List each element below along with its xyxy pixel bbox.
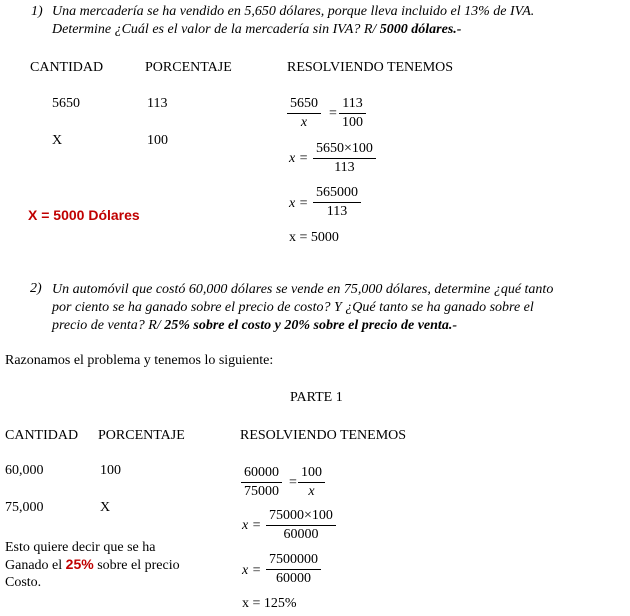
part1-row2-cantidad: 75,000 xyxy=(5,500,44,515)
problem2-line3 xyxy=(52,317,457,334)
part1-eq2-fraction xyxy=(266,508,336,543)
problem1-line1: Una mercadería se ha vendido en 5,650 dólares, porque lleva incluido el 13% de IVA. xyxy=(52,4,535,19)
p1-row2-porcentaje: 100 xyxy=(147,133,168,148)
part1-row2-porcentaje: X xyxy=(100,500,111,515)
problem1-line2 xyxy=(52,22,461,38)
part1-eq1-num-left: 60000 xyxy=(241,465,282,483)
part1-eq1-den-left: 75000 xyxy=(244,484,279,499)
part1-eq1-left-fraction xyxy=(241,465,282,500)
problem1-answer: 5000 dólares.- xyxy=(379,22,462,37)
part1-eq2-lhs: x = xyxy=(242,518,262,533)
part1-row1-porcentaje: 100 xyxy=(100,463,121,478)
p1-eq2-den: 113 xyxy=(334,160,355,175)
p1-eq3-den: 113 xyxy=(326,204,348,219)
part1-eq4: x = 125% xyxy=(242,596,297,611)
p1-eq1-left-fraction xyxy=(287,96,321,131)
part1-note-line1: Esto quiere decir que se ha xyxy=(5,540,156,555)
part1-eq1-right-fraction xyxy=(298,465,325,500)
p1-eq1-equals: = xyxy=(329,106,337,121)
part1-eq2-num: 75000×100 xyxy=(266,508,336,526)
part1-header-cantidad: CANTIDAD xyxy=(5,428,79,443)
part1-eq2-den: 60000 xyxy=(283,527,319,542)
p1-result: X = 5000 Dólares xyxy=(28,207,140,223)
problem1-number: 1) xyxy=(31,4,43,19)
problem1-question: Determine ¿Cuál es el valor de la mercadería sin IVA? R/ xyxy=(52,22,380,37)
part1-header-resolviendo: RESOLVIENDO TENEMOS xyxy=(240,428,407,443)
part1-note-line2 xyxy=(5,556,180,574)
problem2-question: precio de venta? R/ xyxy=(52,318,165,333)
part1-eq3-den: 60000 xyxy=(276,571,311,586)
problem2-line2: por ciento se ha ganado sobre el precio de costo? Y ¿Qué tanto se ha ganado sobre el xyxy=(52,300,534,315)
part1-title: PARTE 1 xyxy=(290,390,343,405)
part1-header-porcentaje: PORCENTAJE xyxy=(98,428,185,443)
p1-eq2-fraction xyxy=(313,141,376,176)
part1-row1-cantidad: 60,000 xyxy=(5,463,44,478)
part1-eq3-num: 7500000 xyxy=(266,552,321,570)
problem2-number: 2) xyxy=(30,281,42,296)
p1-header-cantidad: CANTIDAD xyxy=(30,60,104,75)
part1-eq3-fraction xyxy=(266,552,321,587)
p1-eq3-lhs: x = xyxy=(289,196,309,211)
p1-header-resolviendo: RESOLVIENDO TENEMOS xyxy=(287,60,454,75)
part1-note-suffix: sobre el precio xyxy=(93,558,180,573)
p1-eq1-right-fraction xyxy=(339,96,366,131)
part1-eq1-equals: = xyxy=(289,475,297,490)
part1-eq3-lhs: x = xyxy=(242,563,262,578)
p1-eq1-num-left: 5650 xyxy=(287,96,321,114)
part1-note-line3: Costo. xyxy=(5,575,42,590)
p1-eq1-den-right: 100 xyxy=(342,115,363,130)
p1-eq1-den-left: x xyxy=(300,115,308,130)
problem2-line1: Un automóvil que costó 60,000 dólares se vende en 75,000 dólares, determine ¿qué tanto xyxy=(52,282,554,297)
part1-eq1-den-right: x xyxy=(308,484,315,499)
p1-eq2-num: 5650×100 xyxy=(313,141,376,159)
part1-note-highlight: 25% xyxy=(65,556,94,572)
p1-row2-cantidad: X xyxy=(52,133,63,148)
p1-eq1-num-right: 113 xyxy=(339,96,365,114)
part1-eq1-num-right: 100 xyxy=(298,465,325,483)
part1-note-prefix: Ganado el xyxy=(5,558,66,573)
p1-row1-porcentaje: 113 xyxy=(147,96,168,111)
p1-eq3-num: 565000 xyxy=(313,185,361,203)
problem2-answer: 25% sobre el costo y 20% sobre el precio de venta.- xyxy=(164,318,457,333)
p1-row1-cantidad: 5650 xyxy=(52,96,80,111)
p1-eq2-lhs: x = xyxy=(289,151,309,166)
p1-eq3-fraction xyxy=(313,185,361,220)
reasoning-text: Razonamos el problema y tenemos lo siguiente: xyxy=(5,353,274,368)
p1-eq4: x = 5000 xyxy=(289,230,339,245)
p1-header-porcentaje: PORCENTAJE xyxy=(145,60,232,75)
